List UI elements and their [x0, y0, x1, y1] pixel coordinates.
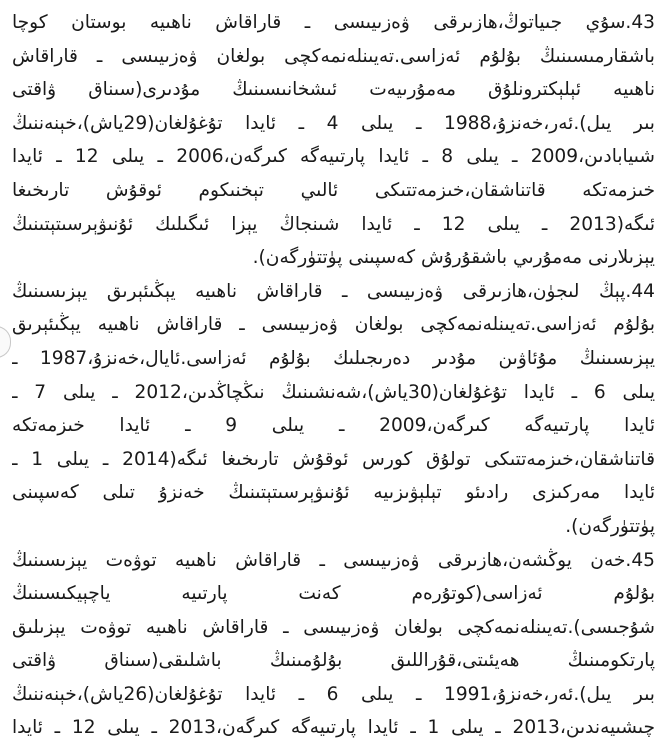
text-line: 45.خەن يوڭشەن،ھازىرقى ۋەزىيىسى ـ قاراقاش ناھىيە توۋەت يېزىسىنىڭ — [12, 544, 655, 578]
paragraph-45 — [12, 544, 655, 745]
text-line: ئايدا مەركىزى رادىئو تېلېۋىزىيە ئۇنىۋېرسىتېتىنىڭ خەنزۇ تىلى كەسپىنى — [12, 476, 655, 510]
text-line: بۇلۇم ئەزاسى(كوتۇرەم كەنت پارتىيە ياچېيكىسىنىڭ — [12, 577, 655, 611]
text-line: قاتناشقان،خىزمەتتىكى تولۇق كورس ئوقۇش تارىخىغا ئىگە(2014 ـ يىلى 1 ـ — [12, 443, 655, 477]
text-line: يېزىلارنى مەمۇرىي باشقۇرۇش كەسپىنى پۈتتۈرگەن). — [12, 241, 655, 275]
document-body — [12, 6, 655, 745]
page-edge-marker — [0, 326, 11, 358]
text-line: چىشىيەندىن،2013 ـ يىلى 1 ـ ئايدا پارتىيەگە كىرگەن،2013 ـ يىلى 12 ـ ئايدا — [12, 711, 655, 745]
text-line: بىر يىل).ئەر،خەنزۇ،1988 ـ يىلى 4 ـ ئايدا تۇغۇلغان(29ياش)،خېنەننىڭ — [12, 107, 655, 141]
text-line: بىر يىل).ئەر،خەنزۇ،1991 ـ يىلى 6 ـ ئايدا تۇغۇلغان(26ياش)،خېنەننىڭ — [12, 678, 655, 712]
paragraph-43 — [12, 6, 655, 275]
text-line: باشقارمىسىنىڭ بۇلۇم ئەزاسى.تەيىنلەنمەكچى بولغان ۋەزىيىسى ـ قاراقاش — [12, 40, 655, 74]
text-line: پۈتتۈرگەن). — [12, 510, 655, 544]
text-line: يىلى 6 ـ ئايدا تۇغۇلغان(30ياش)،شەنشىنىڭ نىڭچاڭدىن،2012 ـ يىلى 7 ـ — [12, 376, 655, 410]
text-line: خىزمەتكە قاتناشقان،خىزمەتتىكى ئالىي تېخنىكوم ئوقۇش تارىخىغا — [12, 174, 655, 208]
text-line: شىيابادىن،2009 ـ يىلى 8 ـ ئايدا پارتىيەگە كىرگەن،2006 ـ يىلى 12 ـ ئايدا — [12, 140, 655, 174]
text-line: بۇلۇم ئەزاسى.تەيىنلەنمەكچى بولغان ۋەزىيىسى ـ قاراقاش ناھىيە يېڭىئېرىق — [12, 308, 655, 342]
text-line: 43.سۇي جىياتوڭ،ھازىرقى ۋەزىيىسى ـ قاراقاش ناھىيە بوستان كوچا — [12, 6, 655, 40]
text-line: 44.پېڭ لىجۈن،ھازىرقى ۋەزىيىسى ـ قاراقاش ناھىيە يېڭىئېرىق يېزىسىنىڭ — [12, 275, 655, 309]
paragraph-44 — [12, 275, 655, 544]
text-line: ئايدا پارتىيەگە كىرگەن،2009 ـ يىلى 9 ـ ئايدا خىزمەتكە — [12, 409, 655, 443]
text-line: ناھىيە ئېلېكترونلۇق مەمۇرىيەت ئىشخانىسىنىڭ مۇدىرى(سىناق ۋاقتى — [12, 73, 655, 107]
text-line: ئىگە(2013 ـ يىلى 12 ـ ئايدا شىنجاڭ يېزا ئىگىلىك ئۇنىۋېرسىتېتىنىڭ — [12, 208, 655, 242]
text-line: شۇجىسى).تەيىنلەنمەكچى بولغان ۋەزىيىسى ـ قاراقاش ناھىيە توۋەت يېزىلىق — [12, 611, 655, 645]
text-line: پارتكومىنىڭ ھەيئىتى،قۇراللىق بۇلۇمىنىڭ باشلىقى(سىناق ۋاقتى — [12, 644, 655, 678]
text-line: يېزىسىنىڭ مۇئاۋىن مۇدىر دەرىجىلىك بۇلۇم ئەزاسى.ئايال،خەنزۇ،1987 ـ — [12, 342, 655, 376]
